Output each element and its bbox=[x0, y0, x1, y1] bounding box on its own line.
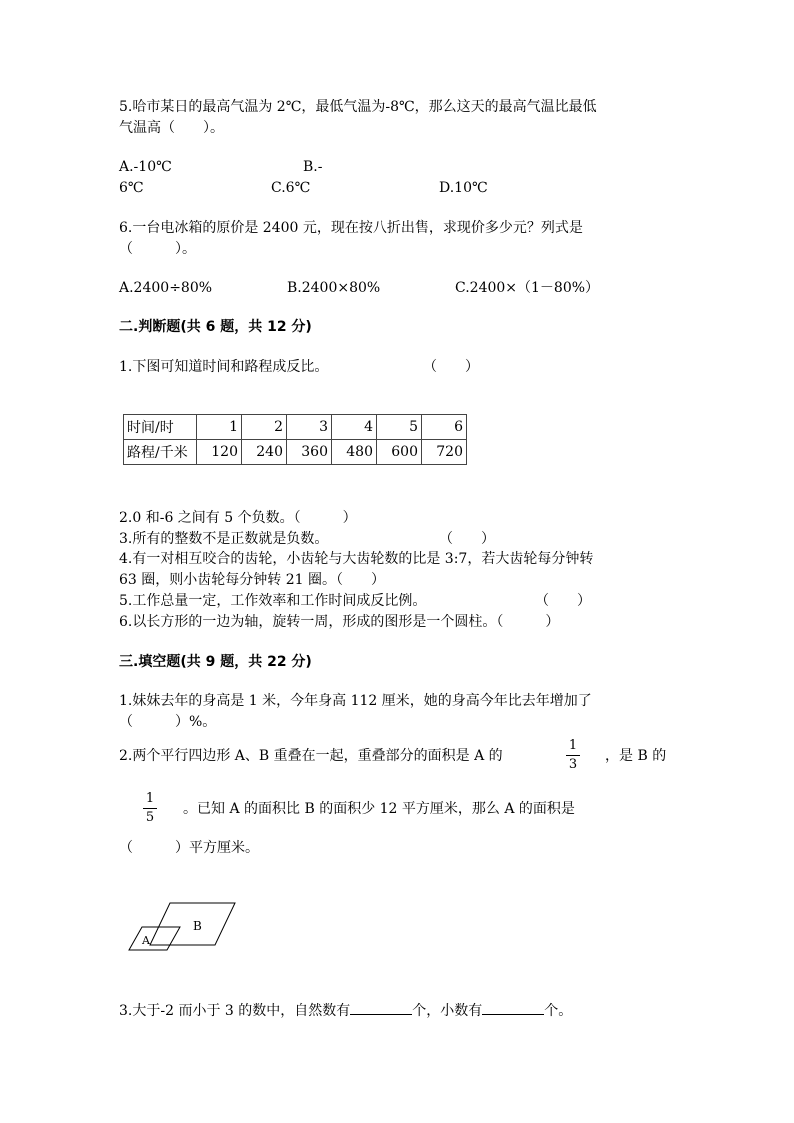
q5-line1: 5.哈市某日的最高气温为 2℃，最低气温为-8℃，那么这天的最高气温比最低 bbox=[119, 99, 597, 115]
s3-q3-part1: 3.大于-2 而小于 3 的数中，自然数有 bbox=[119, 1003, 351, 1019]
table-cell: 5 bbox=[377, 415, 422, 440]
fraction-numerator: 1 bbox=[568, 738, 578, 753]
table-cell: 4 bbox=[332, 415, 377, 440]
section2-title: 二.判断题(共 6 题，共 12 分) bbox=[119, 319, 312, 335]
q5-option-b-start: B.- bbox=[303, 159, 323, 175]
q5-option-a: A.-10℃ bbox=[119, 159, 172, 175]
s3-q2-part2: ，是 B 的 bbox=[605, 748, 667, 764]
answer-blank bbox=[482, 1000, 544, 1015]
table-cell: 480 bbox=[332, 440, 377, 465]
table-cell: 时间/时 bbox=[124, 415, 197, 440]
fraction-one-fifth bbox=[143, 791, 157, 826]
parallelograms-figure bbox=[120, 895, 250, 955]
q5-line2: 气温高（ ）。 bbox=[119, 120, 224, 136]
fraction-denominator: 5 bbox=[145, 810, 155, 825]
section3-title: 三.填空题(共 9 题，共 22 分) bbox=[119, 654, 312, 670]
fraction-numerator: 1 bbox=[145, 791, 155, 806]
table-cell: 6 bbox=[422, 415, 467, 440]
s2-q4-line2: 63 圈，则小齿轮每分钟转 21 圈。（ ） bbox=[119, 572, 385, 588]
s3-q1-line2: （ ）%。 bbox=[119, 714, 217, 730]
q6-option-c: C.2400×（1－80%） bbox=[455, 280, 600, 296]
s3-q1-line1: 1.妹妹去年的身高是 1 米，今年身高 112 厘米，她的身高今年比去年增加了 bbox=[119, 693, 592, 709]
fraction-one-third bbox=[566, 738, 580, 773]
s3-q3-part2: 个，小数有 bbox=[412, 1003, 483, 1019]
time-distance-table bbox=[123, 414, 467, 465]
table-row bbox=[124, 440, 467, 465]
s2-q3-paren: （ ） bbox=[439, 531, 495, 547]
q6-option-a: A.2400÷80% bbox=[119, 280, 213, 296]
s2-q2: 2.0 和-6 之间有 5 个负数。（ ） bbox=[119, 510, 357, 526]
s3-q3-part3: 个。 bbox=[544, 1003, 573, 1019]
table-cell: 2 bbox=[242, 415, 287, 440]
q6-option-b: B.2400×80% bbox=[287, 280, 381, 296]
s2-q5: 5.工作总量一定，工作效率和工作时间成反比例。 bbox=[119, 593, 427, 609]
table-cell: 720 bbox=[422, 440, 467, 465]
table-cell: 240 bbox=[242, 440, 287, 465]
table-cell: 120 bbox=[197, 440, 242, 465]
s3-q2-part3: 。已知 A 的面积比 B 的面积少 12 平方厘米，那么 A 的面积是 bbox=[183, 801, 575, 817]
q5-option-d: D.10℃ bbox=[439, 180, 488, 196]
table-cell: 3 bbox=[287, 415, 332, 440]
table-row bbox=[124, 415, 467, 440]
table-cell: 1 bbox=[197, 415, 242, 440]
fraction-denominator: 3 bbox=[568, 757, 578, 772]
s2-q3: 3.所有的整数不是正数就是负数。 bbox=[119, 531, 329, 547]
s3-q3 bbox=[119, 1000, 572, 1021]
s2-q4-line1: 4.有一对相互咬合的齿轮，小齿轮与大齿轮数的比是 3:7，若大齿轮每分钟转 bbox=[119, 551, 594, 567]
q5-option-b-end: 6℃ bbox=[119, 180, 144, 196]
s2-q6: 6.以长方形的一边为轴，旋转一周，形成的图形是一个圆柱。（ ） bbox=[119, 614, 560, 630]
label-b: B bbox=[193, 919, 202, 933]
q5-option-c: C.6℃ bbox=[271, 180, 311, 196]
parallelogram-a bbox=[129, 927, 180, 950]
s2-q1: 1.下图可知道时间和路程成反比。 bbox=[119, 359, 329, 375]
s2-q1-paren: （ ） bbox=[423, 359, 479, 375]
s3-q2-line3: （ ）平方厘米。 bbox=[119, 840, 259, 856]
q6-line1: 6.一台电冰箱的原价是 2400 元，现在按八折出售，求现价多少元？列式是 bbox=[119, 220, 583, 236]
table-cell: 360 bbox=[287, 440, 332, 465]
s2-q5-paren: （ ） bbox=[535, 593, 591, 609]
s3-q2-part1: 2.两个平行四边形 A、B 重叠在一起，重叠部分的面积是 A 的 bbox=[119, 748, 503, 764]
table-cell: 600 bbox=[377, 440, 422, 465]
answer-blank bbox=[350, 1000, 412, 1015]
label-a: A bbox=[142, 934, 150, 947]
table-cell: 路程/千米 bbox=[124, 440, 197, 465]
q6-line2: （ ）。 bbox=[119, 241, 196, 257]
